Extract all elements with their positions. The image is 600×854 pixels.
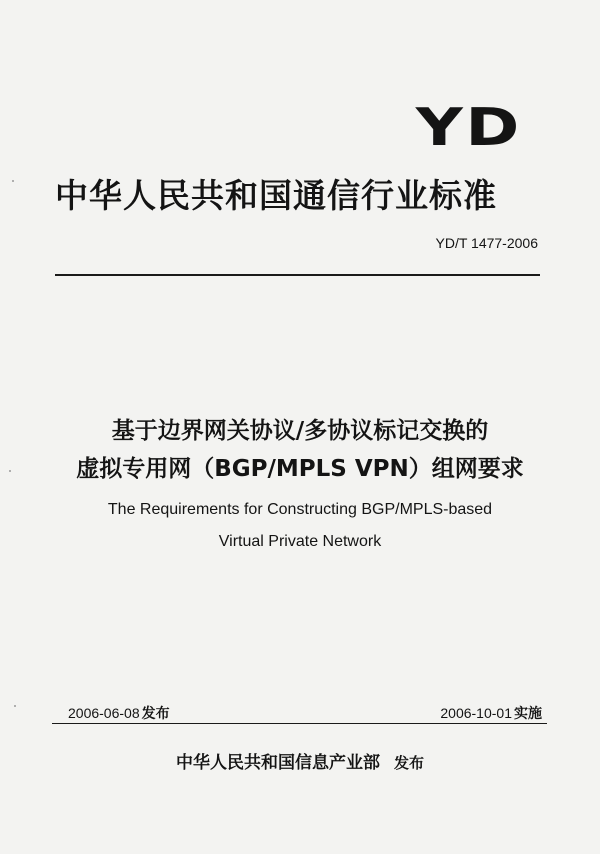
issuer-action: 发布 — [393, 754, 424, 772]
standard-code: YD/T 1477-2006 — [435, 235, 538, 251]
scan-speck — [14, 705, 16, 707]
publish-date-block — [68, 703, 170, 723]
english-title-line-2: Virtual Private Network — [218, 533, 382, 550]
scan-speck — [9, 470, 11, 472]
chinese-title — [0, 412, 600, 488]
scan-speck — [12, 180, 14, 182]
yd-logo: YD — [415, 98, 522, 158]
publish-date: 2006-06-08 — [68, 705, 140, 721]
effective-label: 实施 — [514, 705, 542, 721]
english-title — [0, 494, 600, 558]
footer-divider — [52, 723, 547, 724]
chinese-title-line-2: 虚拟专用网（BGP/MPLS VPN）组网要求 — [76, 456, 524, 482]
english-title-line-1: The Requirements for Constructing BGP/MPLS-based — [107, 501, 493, 518]
header-divider — [55, 274, 540, 276]
effective-date-block — [440, 703, 542, 723]
chinese-title-line-1: 基于边界网关协议/多协议标记交换的 — [111, 418, 489, 444]
organization-title: 中华人民共和国通信行业标准 — [55, 176, 497, 215]
issuer-name: 中华人民共和国信息产业部 — [175, 753, 380, 773]
effective-date: 2006-10-01 — [440, 705, 512, 721]
issuer-line — [0, 748, 600, 773]
publish-label: 发布 — [141, 705, 170, 721]
